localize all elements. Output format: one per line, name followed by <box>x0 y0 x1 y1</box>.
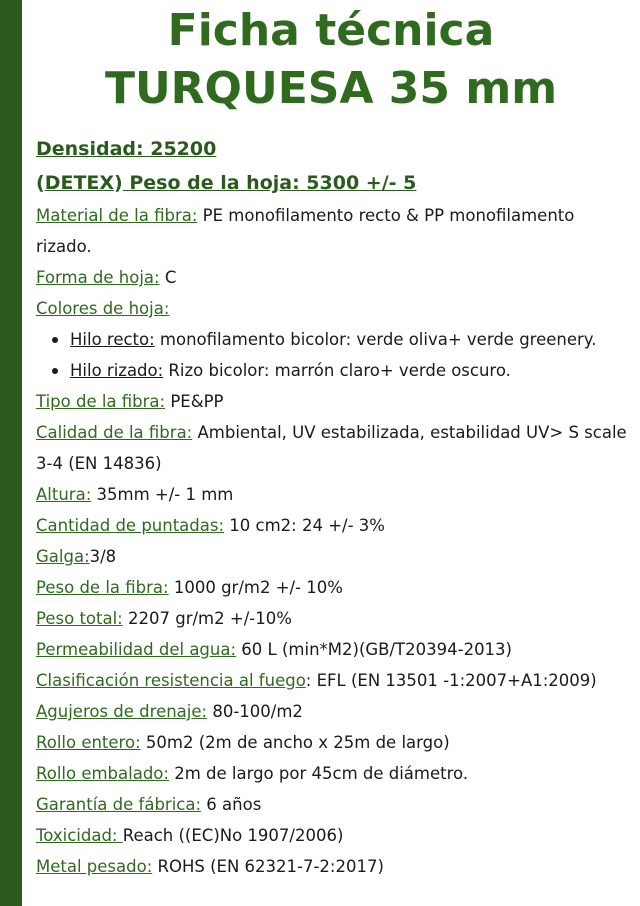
fire-resistance-label: Clasificación resistencia al fuego <box>36 671 306 690</box>
warranty-label: Garantía de fábrica: <box>36 795 202 814</box>
leaf-shape-value: C <box>159 268 177 287</box>
leaf-colors-line <box>36 293 632 324</box>
toxicity-value: Reach ((EC)No 1907/2006) <box>122 826 344 845</box>
fiber-type-value: PE&PP <box>165 392 224 411</box>
fire-resistance-value: : EFL (EN 13501 -1:2007+A1:2009) <box>305 671 597 690</box>
drainage-line <box>36 696 632 727</box>
stitches-label: Cantidad de puntadas: <box>36 516 225 535</box>
leaf-shape-label: Forma de hoja: <box>36 268 160 287</box>
drainage-value: 80-100/m2 <box>207 702 303 721</box>
warranty-line <box>36 789 632 820</box>
stitches-line <box>36 510 632 541</box>
sheet-weight-text: Peso de la hoja: 5300 +/- 5 <box>122 172 417 194</box>
heavy-metal-label: Metal pesado: <box>36 857 153 876</box>
water-permeability-value: 60 L (min*M2)(GB/T20394-2013) <box>236 640 512 659</box>
fiber-type-line <box>36 386 632 417</box>
bullet-value: monofilamento bicolor: verde oliva+ verde greenery. <box>154 330 597 349</box>
page-title <box>22 2 640 118</box>
full-roll-line <box>36 727 632 758</box>
total-weight-value: 2207 gr/m2 +/-10% <box>122 609 292 628</box>
list-item <box>70 355 632 386</box>
detex-open: ( <box>36 172 45 194</box>
fiber-material-value: PE monofilamento recto & PP monofilamento rizado. <box>36 206 575 256</box>
full-roll-value: 50m2 (2m de ancho x 25m de largo) <box>140 733 450 752</box>
heavy-metal-line <box>36 851 632 882</box>
packed-roll-label: Rollo embalado: <box>36 764 169 783</box>
fiber-weight-value: 1000 gr/m2 +/- 10% <box>168 578 343 597</box>
title-line-2: TURQUESA 35 mm <box>104 63 558 114</box>
packed-roll-line <box>36 758 632 789</box>
list-item <box>70 324 632 355</box>
water-permeability-label: Permeabilidad del agua: <box>36 640 237 659</box>
heavy-metal-value: ROHS (EN 62321-7-2:2017) <box>152 857 384 876</box>
fiber-quality-line <box>36 417 632 479</box>
leaf-colors-label: Colores de hoja: <box>36 299 170 318</box>
fiber-quality-label: Calidad de la fibra: <box>36 423 193 442</box>
density-text: Densidad: 25200 <box>36 138 217 160</box>
left-accent-bar <box>0 0 22 906</box>
gauge-value: 3/8 <box>89 547 117 566</box>
height-value: 35mm +/- 1 mm <box>91 485 234 504</box>
density-line <box>36 132 632 166</box>
fiber-quality-value: Ambiental, UV estabilizada, estabilidad UV> S scale 3-4 (EN 14836) <box>36 423 627 473</box>
detex-text: DETEX <box>44 172 115 194</box>
fire-resistance-line <box>36 665 632 696</box>
detex-close: ) <box>114 172 123 194</box>
drainage-label: Agujeros de drenaje: <box>36 702 208 721</box>
warranty-value: 6 años <box>201 795 262 814</box>
packed-roll-value: 2m de largo por 45cm de diámetro. <box>168 764 469 783</box>
fiber-weight-label: Peso de la fibra: <box>36 578 169 597</box>
height-line <box>36 479 632 510</box>
gauge-line <box>36 541 632 572</box>
spec-list <box>36 132 632 882</box>
stitches-value: 10 cm2: 24 +/- 3% <box>224 516 385 535</box>
fiber-type-label: Tipo de la fibra: <box>36 392 166 411</box>
toxicity-line <box>36 820 632 851</box>
fiber-material-line <box>36 200 632 262</box>
leaf-colors-list <box>36 324 632 386</box>
water-permeability-line <box>36 634 632 665</box>
gauge-label: Galga: <box>36 547 90 566</box>
total-weight-label: Peso total: <box>36 609 123 628</box>
height-label: Altura: <box>36 485 92 504</box>
leaf-shape-line <box>36 262 632 293</box>
full-roll-label: Rollo entero: <box>36 733 141 752</box>
fiber-weight-line <box>36 572 632 603</box>
bullet-label: Hilo rizado: <box>70 361 164 380</box>
fiber-material-label: Material de la fibra: <box>36 206 198 225</box>
toxicity-label: Toxicidad: <box>36 826 123 845</box>
title-line-1: Ficha técnica <box>167 5 495 56</box>
total-weight-line <box>36 603 632 634</box>
bullet-value: Rizo bicolor: marrón claro+ verde oscuro. <box>163 361 511 380</box>
bullet-label: Hilo recto: <box>70 330 155 349</box>
sheet-weight-line <box>36 166 632 200</box>
